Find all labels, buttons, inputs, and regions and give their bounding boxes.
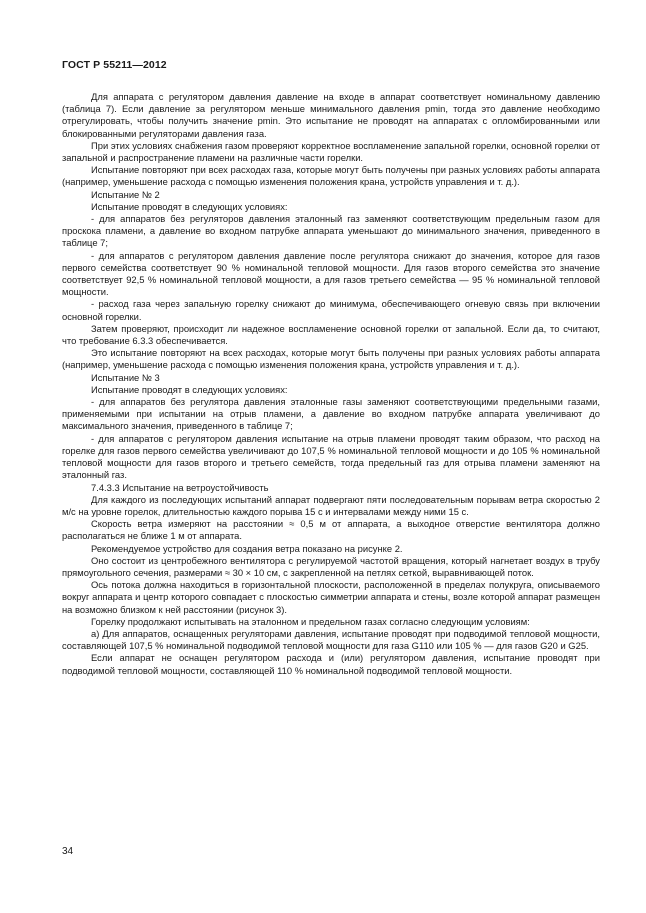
test-3-conditions-intro: Испытание проводят в следующих условиях: (91, 383, 288, 395)
test-3-item-no-regulator: - для аппаратов без регулятора давления эталонные газы заменяют соответствующими предельными газами, применяемыми при испытании на отрыв пламени, а давление во входном патрубке аппарата увеличивают до максимального значения, приведенного в таблице 7; (62, 396, 600, 432)
paragraph-repeat-all-rates-2: Это испытание повторяют на всех расходах, которые могут быть получены при разных условиях работы аппарата (например, уменьшение расхода с помощью изменения положения крана, устройств управления и т. д.). (62, 347, 600, 371)
document-body (62, 91, 600, 677)
test-2-item-pilot-burner: - расход газа через запальную горелку снижают до минимума, обеспечивающего огневую связь при включении основной горелки. (62, 298, 600, 322)
test-2-heading: Испытание № 2 (91, 188, 160, 200)
paragraph-ignition-check: Затем проверяют, происходит ли надежное воспламенение основной горелки от запальной. Если да, то считают, что требование 6.3.3 обеспечивается. (62, 322, 600, 347)
test-3-item-with-regulator: - для аппаратов с регулятором давления испытание на отрыв пламени проводят таким образом, что расход на горелке для газов первого семейства увеличивают до 107,5 % номинальной тепловой мощности и до 105 % номинальной тепловой мощности для газов второго и третьего семейств, тогда предельный газ для отрыва пламени заменяют на эталонный газ. (62, 432, 600, 481)
page-number: 34 (62, 846, 74, 857)
paragraph-fan-description: Оно состоит из центробежного вентилятора с регулируемой частотой вращения, который нагнетает воздух в трубу прямоугольного сечения, размерами ≈ 30 × 10 см, с закрепленной на петлях сеткой, выравнивающей поток. (62, 554, 600, 578)
paragraph-item-a-regulators: а) Для аппаратов, оснащенных регуляторами давления, испытание проводят при подводимой тепловой мощности, составляющей 107,5 % номинальной подводимой тепловой мощности для газа G110 или 105 % — для газов G20 и G25. (62, 627, 600, 652)
paragraph-repeat-all-rates: Испытание повторяют при всех расходах газа, которые могут быть получены при разных условиях работы аппарата (например, уменьшение расхода с помощью изменения положения крана, устройств управления и т. д.). (62, 164, 600, 188)
paragraph-flow-axis: Ось потока должна находиться в горизонтальной плоскости, расположенной в пределах полукруга, описываемого вокруг аппарата и центр которого совпадает с плоскостью симметрии аппарата и стены, возле которой аппарат размещен на возможно близком к ней расстоянии (рисунок 3). (62, 579, 600, 615)
page-header-standard: ГОСТ Р 55211—2012 (62, 59, 167, 71)
test-3-heading: Испытание № 3 (91, 371, 160, 383)
test-2-conditions-intro: Испытание проводят в следующих условиях: (91, 200, 288, 212)
paragraph-wind-speed-measurement: Скорость ветра измеряют на расстоянии ≈ 0,5 м от аппарата, а выходное отверстие вентилятора должно располагаться не ближе 1 м от аппарата. (62, 518, 600, 542)
paragraph-burner-test-conditions: Горелку продолжают испытывать на эталонном и предельном газах согласно следующим условиям: (91, 615, 530, 627)
paragraph-no-flow-regulator: Если аппарат не оснащен регулятором расхода и (или) регулятором давления, испытание проводят при подводимой тепловой мощности, составляющей 110 % номинальной подводимой тепловой мощности. (62, 652, 600, 676)
paragraph-wind-gusts: Для каждого из последующих испытаний аппарат подвергают пяти последовательным порывам ветра скоростью 2 м/с на уровне горелок, длительностью каждого порыва 15 с и интервалами между ними 15 с. (62, 493, 600, 517)
section-7-4-3-3-heading: 7.4.3.3 Испытание на ветроустойчивость (91, 481, 269, 493)
paragraph-recommended-device: Рекомендуемое устройство для создания ветра показано на рисунке 2. (91, 542, 403, 554)
paragraph-gas-supply-conditions: При этих условиях снабжения газом проверяют корректное воспламенение запальной горелки, основной горелки от запальной и распространение пламени на различные части горелки. (62, 139, 600, 164)
test-2-item-no-regulator: - для аппаратов без регуляторов давления эталонный газ заменяют соответствующим предельным газом для проскока пламени, а давление во входном патрубке аппарата уменьшают до минимального значения, приведенного в таблице 7; (62, 213, 600, 249)
test-2-item-with-regulator: - для аппаратов с регулятором давления давление после регулятора снижают до значения, которое для газов первого семейства соответствует 90 % номинальной тепловой мощности. Для газов второго семейства это значение соответствует 92,5 % номинальной тепловой мощности, а для газов третьего семейства — 95 % номинальной тепловой мощности. (62, 249, 600, 298)
paragraph-pressure-regulator: Для аппарата с регулятором давления давление на входе в аппарат соответствует номинальному давлению (таблица 7). Если давление за регулятором меньше минимального давления pmin, тогда это давление необходимо отрегулировать, чтобы получить значение pmin. Это испытание не проводят на аппаратах с опломбированными или блокированными регуляторами давления газа. (62, 91, 600, 139)
